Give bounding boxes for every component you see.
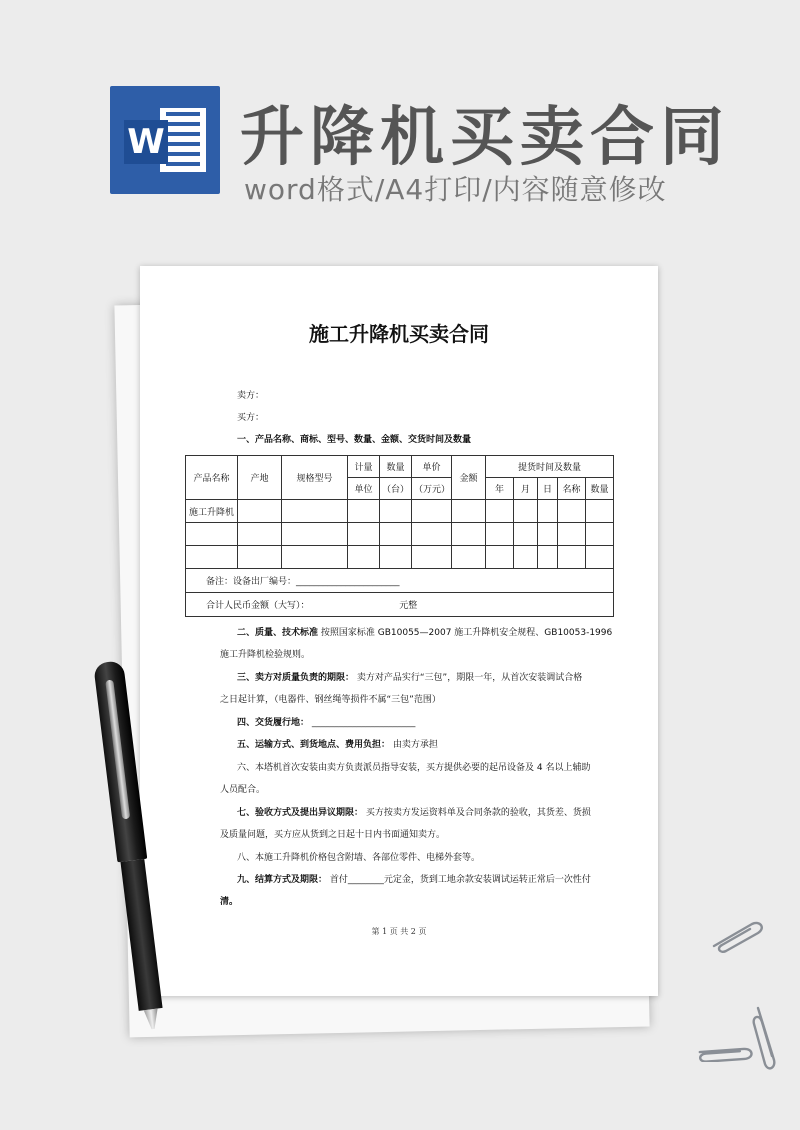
clause-9-heading: 九、结算方式及期限： [237,875,328,885]
product-cell: 施工升降机 [186,500,238,523]
header-year: 年 [486,478,514,500]
clause-4-text: _______________________ [311,718,416,728]
product-table [185,455,614,617]
word-logo-icon [110,86,220,194]
clause-6-cont: 人员配合。 [220,785,266,795]
table-row [186,523,614,546]
header-unit-price: 单价 [412,456,452,478]
header-sets: （台） [380,478,412,500]
buyer-line: 买方： [237,413,265,423]
clause-5-text: 由卖方承担 [392,740,438,750]
clause-9 [237,874,591,886]
header-product-name: 产品名称 [186,456,238,500]
clause-7-cont: 及质量问题，买方应从货到之日起十日内书面通知卖方。 [220,830,446,840]
header-month: 月 [514,478,538,500]
document-page [140,266,658,996]
banner-title: 升降机买卖合同 [240,101,730,175]
table-row [186,546,614,569]
header-item-quantity: 数量 [586,478,614,500]
clause-8: 八、本施工升降机价格包含附墙、各部位零件、电梯外套等。 [237,853,481,863]
clause-3-cont: 之日起计算，（电器件、钢丝绳等损件不属“三包”范围） [220,695,441,705]
clause-4 [237,717,415,729]
header-model: 规格型号 [282,456,348,500]
clause-2-heading: 二、质量、技术标准 [237,628,319,638]
table-note: 备注：设备出厂编号：_______________________ [186,569,614,593]
clause-2 [237,627,612,639]
clause-7-heading: 七、验收方式及提出异议期限： [237,808,364,818]
banner-subtitle: word格式/A4打印/内容随意修改 [244,173,667,206]
word-logo-letter: W [124,120,168,164]
header-day: 日 [538,478,558,500]
total-suffix: 元整 [399,601,418,611]
header-delivery: 提货时间及数量 [486,456,614,478]
section-1-heading: 一、产品名称、商标、型号、数量、金额、交货时间及数量 [237,435,472,445]
total-label: 合计人民币金额（大写）： [206,601,310,611]
clause-5-heading: 五、运输方式、到货地点、费用负担： [237,740,391,750]
header-measure: 计量 [348,456,380,478]
clause-7 [237,807,591,819]
clause-2-cont: 施工升降机检验规则。 [220,650,311,660]
header-item-name: 名称 [558,478,586,500]
page-footer: 第 1 页 共 2 页 [371,927,427,936]
header-origin: 产地 [238,456,282,500]
clause-5 [237,739,438,751]
clause-3-heading: 三、卖方对质量负责的期限： [237,673,355,683]
paperclip-icon [708,916,768,956]
table-total [186,593,614,617]
clause-9-cont: 清。 [220,897,239,907]
clause-3 [237,672,582,684]
seller-line: 卖方： [237,391,265,401]
clause-9-text: 首付________元定金，货到工地余款安装调试运转正常后一次性付 [329,875,591,885]
paperclip-icon [748,1004,784,1074]
table-row [186,500,614,523]
clause-3-text: 卖方对产品实行“三包”，期限一年，从首次安装调试合格 [356,673,583,683]
header-amount: 金额 [452,456,486,500]
clause-7-text: 买方按卖方发运资料单及合同条款的验收，其货差、货损 [365,808,591,818]
document-title: 施工升降机买卖合同 [309,322,489,346]
clause-4-heading: 四、交货履行地： [237,718,310,728]
header-quantity: 数量 [380,456,412,478]
clause-6: 六、本塔机首次安装由卖方负责派员指导安装，买方提供必要的起吊设备及 4 名以上辅助 [237,763,591,773]
header-wan-yuan: （万元） [412,478,452,500]
header-unit: 单位 [348,478,380,500]
clause-2-text: 按照国家标准 GB10055—2007 施工升降机安全规程、GB10053-1996 [320,628,613,638]
